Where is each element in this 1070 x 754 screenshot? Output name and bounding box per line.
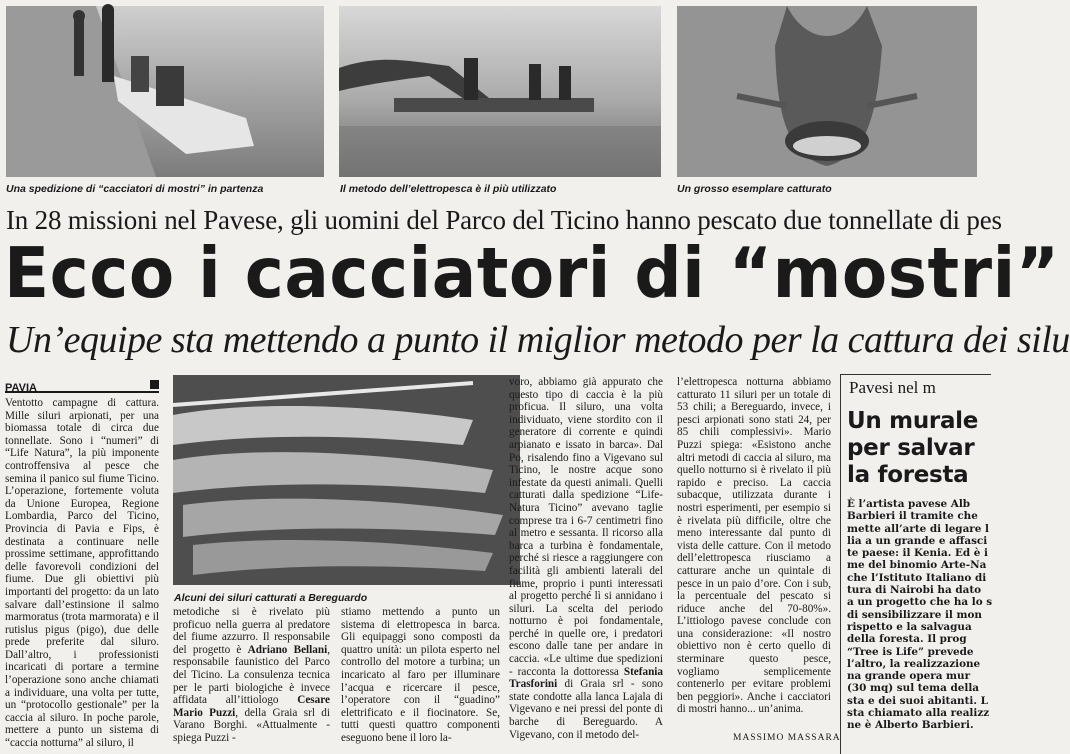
article-kicker: In 28 missioni nel Pavese, gli uomini del Parco del Ticino hanno pescato due tonnellate di pes bbox=[6, 205, 1002, 235]
sidebar-body-line: (30 mq) sul tema della bbox=[847, 682, 980, 695]
sidebar-box bbox=[840, 374, 993, 754]
column-2-text-end: , della Graia srl di Varano Borghi. «Attualmente - spiega Puzzi - bbox=[173, 706, 330, 744]
column-2-text-start: metodiche si è rivelato più proficuo nella guerra al predatore del fiume azzurro. Il responsabile del progetto è bbox=[173, 606, 330, 656]
section-label: PAVIA bbox=[5, 382, 37, 394]
article-column-4 bbox=[677, 376, 831, 731]
sidebar-body-line: tura di Nairobi ha dato bbox=[847, 584, 982, 597]
sidebar-body-line: lia a un grande e affasci bbox=[847, 534, 988, 547]
sidebar-body-line: rispetto e la salvagua bbox=[847, 620, 972, 633]
sidebar-body-line: “Tree is Life” prevede bbox=[847, 645, 974, 658]
sidebar-body-line: della foresta. Il prog bbox=[847, 633, 967, 646]
sidebar-body-line: te paese: il Kenia. Ed è i bbox=[847, 547, 988, 560]
caption-expedition-departure: Una spedizione di “cacciatori di mostri” in partenza bbox=[6, 183, 264, 195]
caption-electrofishing: Il metodo dell’elettropesca è il più utilizzato bbox=[340, 183, 557, 195]
sidebar-body-line: di sensibilizzare il mon bbox=[847, 608, 982, 621]
sidebar-body bbox=[847, 498, 997, 732]
sidebar-body-line: sta chiamato alla realizz bbox=[847, 707, 990, 720]
sidebar-body-line: mette all’arte di legare l bbox=[847, 522, 989, 535]
sidebar-body-line: a un progetto che ha lo s bbox=[847, 596, 993, 609]
article-column-3-lower bbox=[341, 606, 500, 747]
caption-large-catfish: Un grosso esemplare catturato bbox=[677, 183, 832, 195]
sidebar-body-line: l’altro, la realizzazione bbox=[847, 657, 981, 670]
sidebar-body-line: sta e dei suoi abitanti. L bbox=[847, 694, 988, 707]
sidebar-title: Un murale per salvar la foresta bbox=[847, 408, 979, 488]
column-3-text-end: di Graia srl - sono state condotte alla lanca Lajala di Vigevano e nei pressi del ponte di barche di Bereguardo. A Vigevano, con il metodo del- bbox=[509, 678, 663, 741]
column-1-text: Ventotto campagne di cattura. Mille siluri arpionati, per una biomassa totale di circa due tonnellate. Sono i “numeri” di “Life Natura”, la più imponente controffensiva al pesce che semina il panico sul fiume Ticino. L’operazione, fortemente voluta da Unione Europea, Regione Lombardia, Parco del Ticino, Provincia di Pavia e Fips, è destinata a continuare nelle prossime settimane, approfittando delle favorevoli condizioni del fiume. Due gli obiettivi più importanti del progetto: da un lato salvare dall’estinsione il salmo marmoratus (trota marmorata) e il rutislus pigus (pigo), due delle prede preferite dal siluro. Dall’altro, i professionisti incaricati di portare a termine l’operazione sono anche chiamati a individuare, una volta per tutte, un “protocollo gestionale” per la caccia al siluro. In poche parole, mettere a punto un sistema di “caccia notturna” al siluro, il bbox=[5, 397, 159, 750]
column-2-name-puzzi: Cesare Mario Puzzi bbox=[173, 694, 330, 719]
column-3-lower-text: stiamo mettendo a punto un sistema di elettropesca in barca. Gli equipaggi sono composti da quattro unità: un pilota esperto nel controllo del motore a turbina; un incaricato al faro per illuminare l’acqua e ricercare il pesce, l’operatore con il “guadino” elettrificato e il fiocinatore. Se, tutti questi quattro componenti eseguono bene il loro la- bbox=[341, 606, 500, 744]
article-headline: Ecco i cacciatori di “mostri” bbox=[4, 233, 1060, 314]
column-4-text: l’elettropesca notturna abbiamo catturato 11 siluri per un totale di 53 chili; a Bereguardo, invece, i pesci arpionati sono stati 24, per 85 chili complessivi». Mario Puzzi spiega: «Esistono anche altri metodi di caccia al siluro, ma quello notturno si è rivelato il più rapido e preciso. La caccia subacque, utilizzata durante i nostri esperimenti, per esempio si è rivelata più difficile, oltre che meno interessante dal punto di vista delle catture. Con il metodo dell’elettropesca riusciamo a catturare anche un quintale di pesce in un paio d’ore. Con i sub, la percentuale del pescato si riduce anche del 70-80%». L’ittiologo pavese conclude con una considerazione: «Il nostro obiettivo non è certo quello di sterminare questo pesce, vogliamo semplicemente contenerlo per evitare problemi ben peggiori». Anche i cacciatori di mostri hanno... un’anima. bbox=[677, 376, 831, 716]
sidebar-top-rule bbox=[841, 374, 991, 375]
photo-electrofishing bbox=[339, 6, 661, 177]
section-header bbox=[5, 378, 159, 393]
photo-large-catfish bbox=[677, 6, 977, 177]
sidebar-body-line: ne è Alberto Barbieri. bbox=[847, 719, 974, 732]
sidebar-body-line: na grande opera mur bbox=[847, 670, 971, 683]
sidebar-body-line: Barbieri il tramite che bbox=[847, 510, 978, 523]
section-square-mark bbox=[150, 380, 159, 389]
article-column-3 bbox=[509, 376, 663, 747]
column-3-name-trasforini: Stefania Trasforini bbox=[509, 665, 663, 691]
sidebar-body-line: me del binomio Arte-Na bbox=[847, 559, 987, 572]
column-2-name-bellani: Adriano Bellani bbox=[247, 643, 328, 656]
sidebar-kicker: Pavesi nel m bbox=[849, 378, 936, 397]
article-column-2 bbox=[173, 606, 330, 747]
photo-expedition-departure bbox=[6, 6, 324, 177]
caption-caught-catfish: Alcuni dei siluri catturati a Bereguardo bbox=[174, 592, 368, 604]
photo-caught-catfish bbox=[173, 375, 520, 585]
article-column-1 bbox=[5, 397, 159, 750]
sidebar-body-line: che l’Istituto Italiano di bbox=[847, 571, 987, 584]
column-2-text-mid: , responsabile faunistico del Parco del Ticino. La consulenza tecnica per le parti biologiche è invece affidata all’ittiologo bbox=[173, 643, 330, 707]
article-subhead: Un’equipe sta mettendo a punto il miglior metodo per la cattura dei silu bbox=[6, 319, 1070, 361]
article-byline: MASSIMO MASSARA bbox=[733, 733, 841, 743]
column-3-text-start: voro, abbiamo già appurato che questo tipo di caccia è la più proficua. Il siluro, una volta individuato, viene stordito con il generatore di corrente e quindi arpianato e issato in barca». Dal Po, risalendo fino a Vigevano sul Ticino, le nostre acque sono infestate da questi animali. Quelli catturati dalla spedizione “Life-Natura Ticino” avevano taglie comprese tra i 6-7 centimetri fino al metro e sessanta. Il ricorso alla barca a turbina è fondamentale, perché si riesce a raggiungere con facilità gli ambienti laterali del fiume, proprio i punti interessati al progetto perché lì si annidano i siluri. La scelta del periodo notturno è poi fondamentale, perché in quelle ore, i predatori escono dalle tane per andare in caccia. «Le ultime due spedizioni - racconta la dottoressa bbox=[509, 376, 663, 678]
sidebar-body-line: È l’artista pavese Alb bbox=[847, 498, 971, 510]
